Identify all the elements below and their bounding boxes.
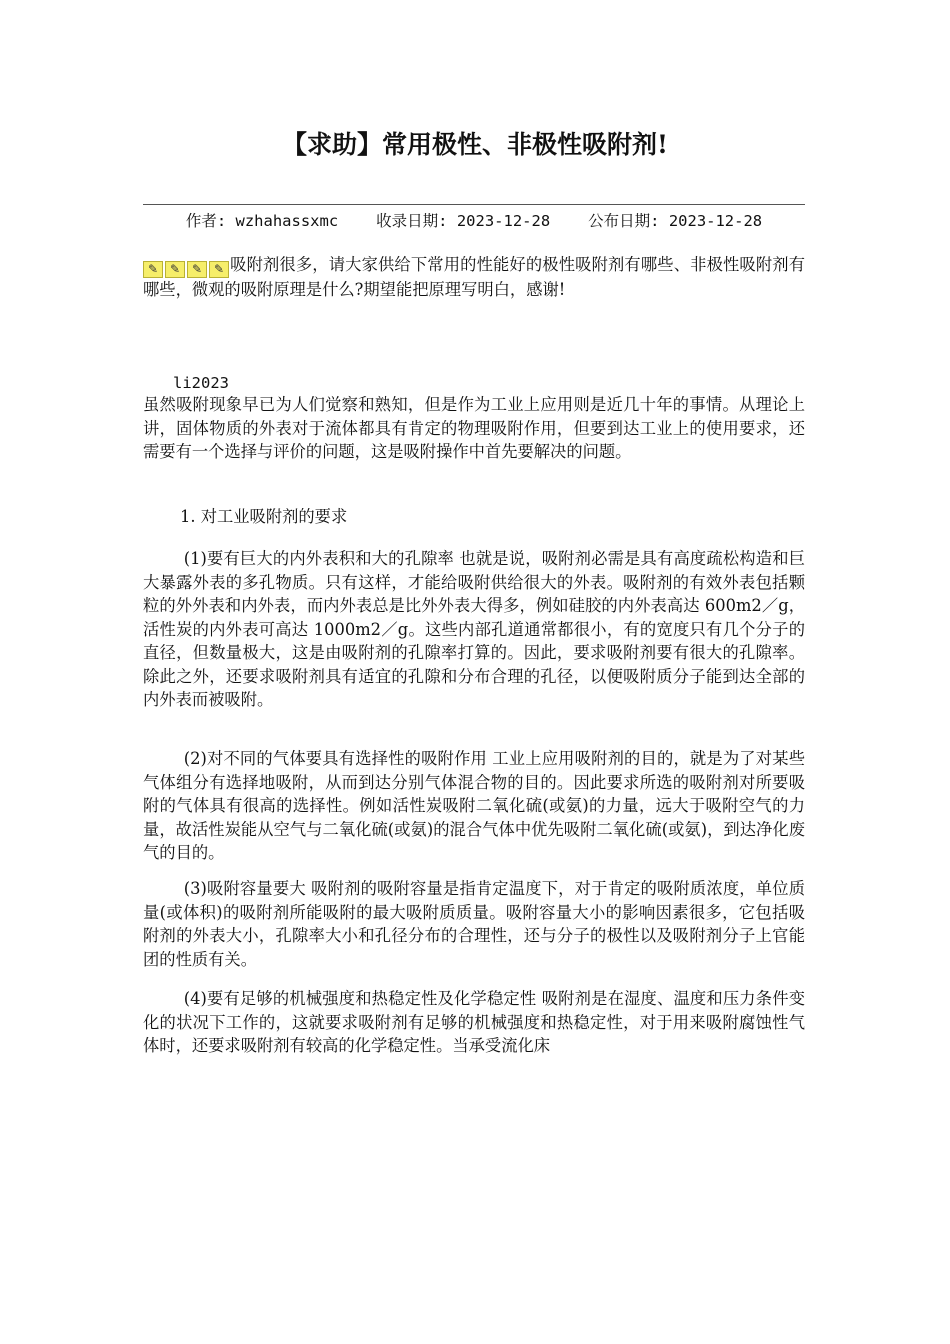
answer-username: li2023 [173, 374, 229, 392]
icon-strip [143, 261, 229, 278]
pencil-icon: ✎ [143, 261, 163, 278]
title-divider [143, 204, 805, 205]
answer-intro: 虽然吸附现象早已为人们觉察和熟知，但是作为工业上应用则是近几十年的事情。从理论上讲，固体物质的外表对于流体都具有肯定的物理吸附作用，但要到达工业上的使用要求，还需要有一个选择与评价的问题，这是吸附操作中首先要解决的问题。 [143, 395, 805, 461]
collected-date: 收录日期: 2023-12-28 [376, 212, 551, 230]
pencil-icon: ✎ [187, 261, 207, 278]
pencil-icon: ✎ [165, 261, 185, 278]
pencil-icon: ✎ [209, 261, 229, 278]
question-text [143, 253, 805, 302]
article-meta [143, 209, 805, 233]
paragraph-4: (4)要有足够的机械强度和热稳定性及化学稳定性 吸附剂是在湿度、温度和压力条件变化的状况下工作的，这就要求吸附剂有足够的机械强度和热稳定性，对于用来吸附腐蚀性气体时，还要求吸附剂有较高的化学稳定性。当承受流化床 [143, 989, 805, 1055]
paragraph-2: (2)对不同的气体要具有选择性的吸附作用 工业上应用吸附剂的目的，就是为了对某些气体组分有选择地吸附，从而到达分别气体混合物的目的。因此要求所选的吸附剂对所要吸附的气体具有很高的选择性。例如活性炭吸附二氧化硫(或氨)的力量，远大于吸附空气的力量，故活性炭能从空气与二氧化硫(或氨)的混合气体中优先吸附二氧化硫(或氨)，到达净化废气的目的。 [143, 749, 805, 862]
section-heading: 1. 对工业吸附剂的要求 [180, 507, 348, 526]
paragraph-3: (3)吸附容量要大 吸附剂的吸附容量是指肯定温度下，对于肯定的吸附质浓度，单位质量(或体积)的吸附剂所能吸附的最大吸附质质量。吸附容量大小的影响因素很多，它包括吸附剂的外表大小，孔隙率大小和孔径分布的合理性，还与分子的极性以及吸附剂分子上官能团的性质有关。 [143, 879, 805, 969]
paragraph-1: (1)要有巨大的内外表积和大的孔隙率 也就是说，吸附剂必需是具有高度疏松构造和巨大暴露外表的多孔物质。只有这样，才能给吸附供给很大的外表。吸附剂的有效外表包括颗粒的外外表和内外表，而内外表总是比外外表大得多，例如硅胶的内外表高达 600m2／g，活性炭的内外表可高达 1000m2／g。这些内部孔道通常都很小，有的宽度只有几个分子的直径，但数量极大，这是由吸附剂的孔隙率打算的。因此，要求吸附剂要有很大的孔隙率。除此之外，还要求吸附剂具有适宜的孔隙和分布合理的孔径，以便吸附质分子能到达全部的内外表而被吸附。 [143, 549, 805, 709]
question-body: 吸附剂很多，请大家供给下常用的性能好的极性吸附剂有哪些、非极性吸附剂有哪些，微观的吸附原理是什么?期望能把原理写明白，感谢! [143, 255, 805, 299]
author-label: 作者: wzhahassxmc [185, 212, 339, 230]
published-date: 公布日期: 2023-12-28 [588, 212, 763, 230]
page-title: 【求助】常用极性、非极性吸附剂! [282, 130, 668, 159]
